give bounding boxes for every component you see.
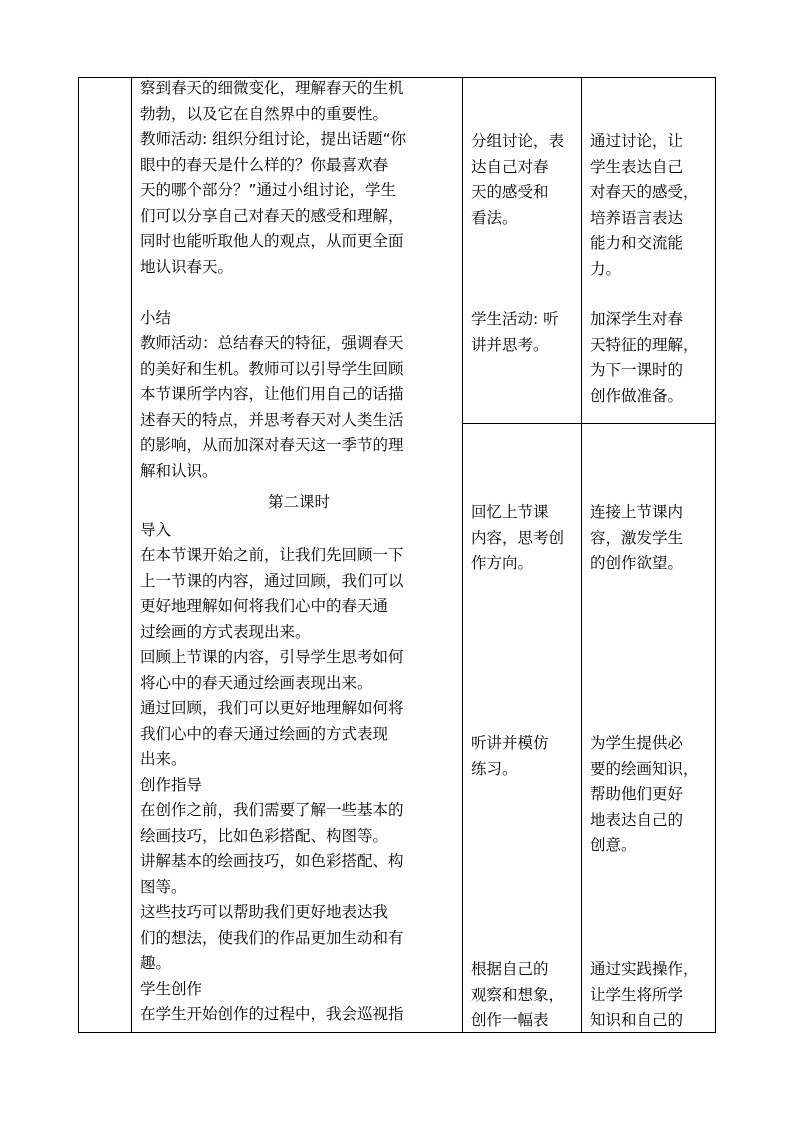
purpose-cell: [590, 957, 714, 1034]
purpose-line: 能力和交流能: [590, 234, 684, 252]
teacher-line: 将心中的春天通过绘画表现出来。: [140, 673, 373, 692]
purpose-line: 要的绘画知识，: [590, 759, 699, 778]
purpose-line: 通过实践操作，: [590, 960, 699, 978]
purpose-line: 地表达自己的: [590, 810, 684, 829]
teacher-line: 们的想法，使我们的作品更加生动和有: [140, 928, 404, 947]
section-heading: 导入: [140, 520, 172, 539]
purpose-cell: [590, 500, 714, 577]
student-line: 天的感受和: [471, 183, 549, 201]
student-line: 学生活动: 听: [471, 310, 559, 328]
purpose-cell: [590, 307, 714, 409]
purpose-line: 创意。: [590, 836, 637, 854]
purpose-line: 力。: [590, 259, 622, 278]
lesson-title: 第二课时: [267, 493, 330, 511]
student-line: 练习。: [471, 759, 518, 778]
student-line: 作方向。: [471, 554, 534, 572]
teacher-line: 勃勃，以及它在自然界中的重要性。: [140, 104, 389, 123]
student-line: 回忆上节课: [471, 503, 549, 521]
purpose-line: 为学生提供必: [590, 734, 684, 752]
purpose-line: 加深学生对春: [590, 310, 684, 328]
teacher-line: 本节课所学内容，让他们用自己的话描: [140, 385, 404, 403]
teacher-line: 在本节课开始之前，让我们先回顾一下: [140, 546, 404, 564]
teacher-line: 眼中的春天是什么样的？你最喜欢春: [140, 155, 389, 174]
student-activity-cell: [471, 129, 579, 231]
purpose-line: 知识和自己的: [590, 1011, 684, 1029]
purpose-line: 为下一课时的: [590, 361, 684, 379]
student-line: 内容，思考创: [471, 528, 565, 547]
purpose-cell: [590, 129, 714, 282]
student-line: 看法。: [471, 208, 518, 227]
purpose-line: 培养语言表达: [590, 208, 684, 227]
teacher-line: 趣。: [140, 954, 172, 972]
teacher-line: 在创作之前，我们需要了解一些基本的: [140, 801, 404, 819]
purpose-line: 对春天的感受，: [590, 183, 699, 201]
purpose-line: 让学生将所学: [590, 985, 684, 1004]
purpose-line: 创作做准备。: [590, 386, 684, 405]
purpose-line: 通过讨论，让: [590, 132, 684, 150]
teacher-line: 天的哪个部分？”通过小组讨论，学生: [140, 181, 397, 199]
section-heading: 学生创作: [140, 979, 203, 998]
column-divider: [462, 77, 463, 1033]
teacher-line: 在学生开始创作的过程中，我会巡视指: [140, 1005, 404, 1023]
teacher-line: 述春天的特点，并思考春天对人类生活: [140, 410, 404, 429]
blank-line: [140, 280, 458, 306]
teacher-line: 们可以分享自己对春天的感受和理解，: [140, 206, 404, 225]
student-line: 讲并思考。: [471, 335, 549, 354]
column-divider: [581, 77, 582, 1033]
teacher-line: 察到春天的细微变化，理解春天的生机: [140, 79, 404, 97]
row-divider: [462, 423, 716, 424]
teacher-line: 教师活动: 组织分组讨论，提出话题“你: [140, 130, 407, 148]
student-line: 分组讨论，表: [471, 132, 565, 150]
column-divider: [131, 77, 132, 1033]
teacher-line: 解和认识。: [140, 461, 218, 480]
student-line: 根据自己的: [471, 960, 549, 978]
teacher-activity-column: [140, 76, 458, 1028]
teacher-line: 这些技巧可以帮助我们更好地表达我: [140, 903, 389, 921]
teacher-line: 地认识春天。: [140, 257, 234, 276]
teacher-line: 过绘画的方式表现出来。: [140, 622, 311, 641]
teacher-line: 的美好和生机。教师可以引导学生回顾: [140, 359, 404, 378]
student-line: 创作一幅表: [471, 1011, 549, 1029]
teacher-line: 同时也能听取他人的观点，从而更全面: [140, 232, 404, 250]
teacher-line: 图等。: [140, 877, 187, 896]
student-activity-cell: [471, 731, 579, 782]
student-line: 观察和想象，: [471, 985, 565, 1004]
purpose-line: 学生表达自己: [590, 157, 684, 176]
purpose-line: 连接上节课内: [590, 503, 684, 521]
purpose-line: 天特征的理解，: [590, 335, 699, 354]
student-activity-cell: [471, 307, 579, 358]
purpose-line: 容，激发学生: [590, 528, 684, 547]
purpose-line: 的创作欲望。: [590, 554, 684, 572]
teacher-line: 更好地理解如何将我们心中的春天通: [140, 597, 389, 615]
teacher-line: 出来。: [140, 750, 187, 768]
teacher-line: 上一节课的内容，通过回顾，我们可以: [140, 571, 404, 590]
section-heading: 创作指导: [140, 775, 203, 794]
teacher-line: 教师活动：总结春天的特征，强调春天: [140, 334, 404, 352]
teacher-line: 通过回顾，我们可以更好地理解如何将: [140, 699, 404, 717]
teacher-line: 绘画技巧，比如色彩搭配、构图等。: [140, 826, 389, 845]
teacher-line: 的影响，从而加深对春天这一季节的理: [140, 436, 404, 454]
student-line: 达自己对春: [471, 157, 549, 176]
teacher-line: 我们心中的春天通过绘画的方式表现: [140, 724, 389, 743]
teacher-line: 回顾上节课的内容，引导学生思考如何: [140, 648, 404, 666]
student-activity-cell: [471, 957, 579, 1034]
purpose-cell: [590, 731, 714, 859]
section-heading: 小结: [140, 308, 172, 327]
purpose-line: 帮助他们更好: [590, 785, 684, 803]
teacher-line: 讲解基本的绘画技巧，如色彩搭配、构: [140, 852, 404, 870]
student-line: 听讲并模仿: [471, 734, 549, 752]
student-activity-cell: [471, 500, 579, 577]
